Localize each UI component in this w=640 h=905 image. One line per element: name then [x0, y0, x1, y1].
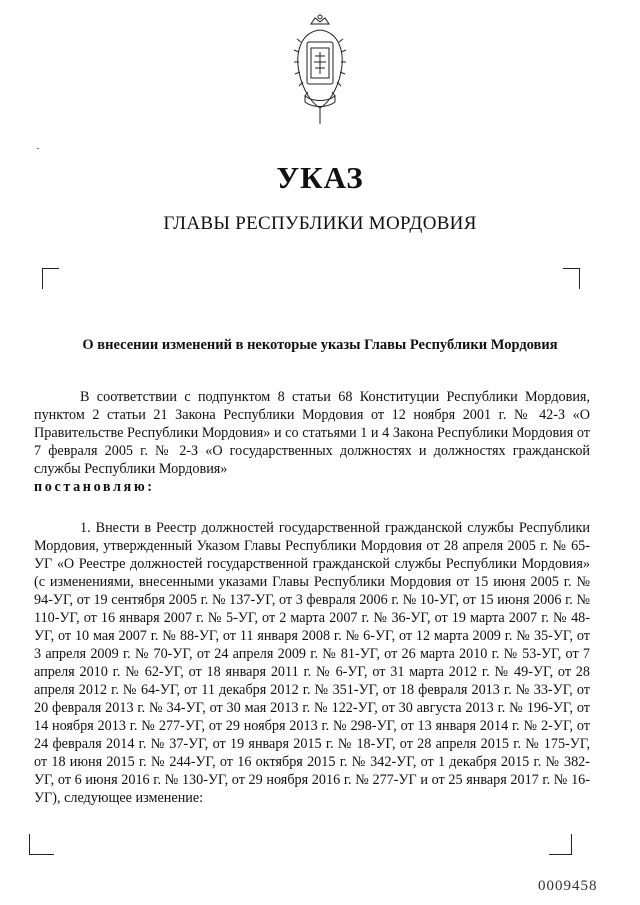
corner-mark-top-left — [42, 268, 59, 289]
document-subtitle: ГЛАВЫ РЕСПУБЛИКИ МОРДОВИЯ — [163, 213, 477, 234]
document-heading: О внесении изменений в некоторые указы Главы Республики Мордовия — [82, 337, 558, 353]
decree-word: постановляю: — [34, 479, 155, 495]
corner-mark-bottom-right — [549, 834, 572, 855]
paragraph-item-1: 1. Внести в Реестр должностей государственной гражданской службы Республики Мордовия, утвержденный Указом Главы Республики Мордовия от 28 апреля 2005 г. № 65-УГ «О Реестре должностей государственной гражданской службы Республики Мордовия» (с изменениями, внесенными указами Главы Республики Мордовия от 15 июня 2005 г. № 94-УГ, от 19 сентября 2005 г. № 137-УГ, от 3 февраля 2006 г. № 10-УГ, от 15 июня 2006 г. № 110-УГ, от 16 января 2007 г. № 5-УГ, от 2 марта 2007 г. № 36-УГ, от 19 марта 2007 г. № 48-УГ, от 10 мая 2007 г. № 88-УГ, от 11 января 2008 г. № 6-УГ, от 12 марта 2009 г. № 35-УГ, от 3 апреля 2009 г. № 70-УГ, от 24 апреля 2009 г. № 81-УГ, от 26 марта 2010 г. № 53-УГ, от 7 апреля 2010 г. № 62-УГ, от 18 января 2011 г. № 6-УГ, от 31 марта 2012 г. № 49-УГ, от 28 апреля 2012 г. № 64-УГ, от 11 декабря 2012 г. № 351-УГ, от 18 февраля 2013 г. № 33-УГ, от 20 февраля 2013 г. № 34-УГ, от 30 мая 2013 г. № 122-УГ, от 30 августа 2013 г. № 196-УГ, от 14 ноября 2013 г. № 277-УГ, от 29 ноября 2013 г. № 298-УГ, от 13 января 2014 г. № 2-УГ, от 24 февраля 2014 г. № 37-УГ, от 19 января 2015 г. № 18-УГ, от 28 апреля 2015 г. № 175-УГ, от 18 июня 2015 г. № 244-УГ, от 16 октября 2015 г. № 342-УГ, от 1 декабря 2015 г. № 382-УГ, от 6 июня 2016 г. № 130-УГ, от 29 ноября 2016 г. № 277-УГ и от 25 января 2017 г. № 16-УГ), следующее изменение: — [34, 520, 590, 806]
corner-mark-bottom-left — [29, 834, 54, 855]
scan-speck — [37, 148, 39, 149]
document-title: УКАЗ — [276, 160, 364, 195]
serial-number: 0009458 — [538, 878, 598, 894]
paragraph-preamble — [34, 388, 590, 496]
preamble-text: В соответствии с подпунктом 8 статьи 68 Конституции Республики Мордовия, пунктом 2 статьи 21 Закона Республики Мордовия от 12 ноября 2001 г. № 42-З «О Правительстве Республики Мордовия» и со статьями 1 и 4 Закона Республики Мордовия от 7 февраля 2005 г. № 2-З «О государственных должностях и должностях гражданской службы Республики Мордовия» — [34, 389, 590, 477]
emblem-icon — [287, 12, 353, 130]
corner-mark-top-right — [563, 268, 580, 289]
